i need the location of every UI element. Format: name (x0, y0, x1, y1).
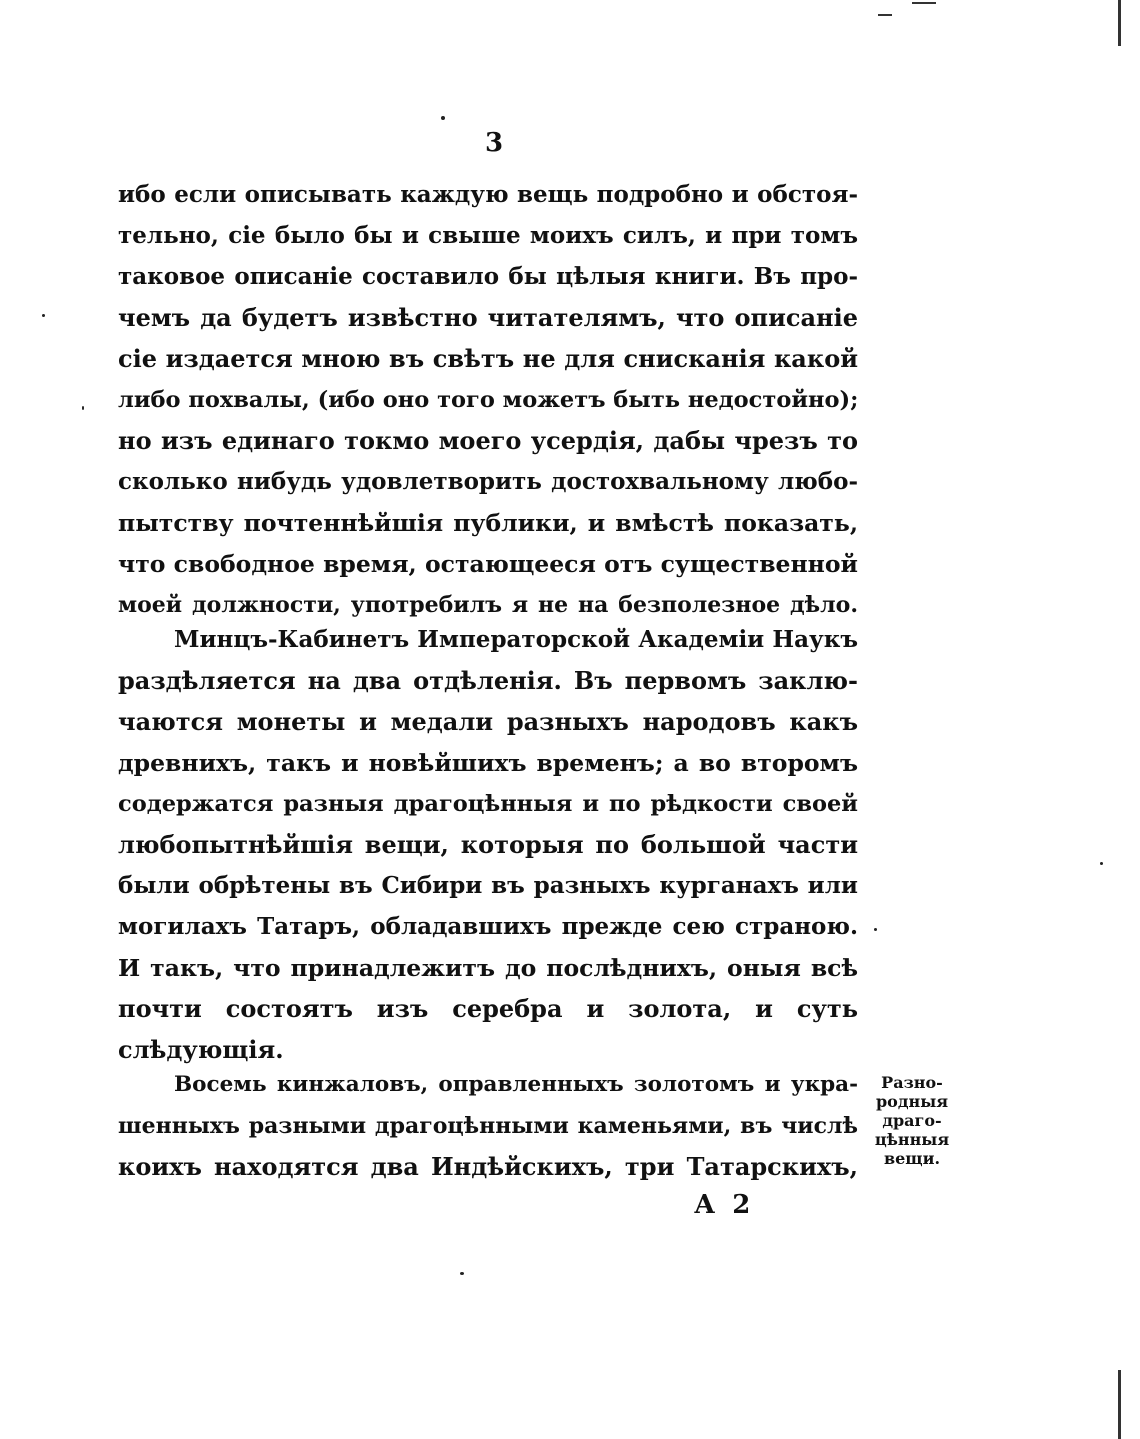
text-line: раздѣляется на два отдѣленія. Въ первомъ заклю- (118, 666, 858, 695)
text-line: тельно, сіе было бы и свыше моихъ силъ, и при томъ (118, 222, 858, 249)
scan-speck (42, 314, 45, 317)
text-line: моей должности, употребилъ я не на безполезное дѣло. (118, 592, 858, 618)
scan-speck (82, 406, 84, 410)
text-line: шенныхъ разными драгоцѣнными каменьями, въ числѣ (118, 1113, 858, 1139)
text-line: сіе издается мною въ свѣтъ не для снисканія какой (118, 344, 858, 373)
text-line: были обрѣтены въ Сибири въ разныхъ курганахъ или (118, 872, 858, 899)
text-line: древнихъ, такъ и новѣйшихъ временъ; а во второмъ (118, 749, 858, 777)
scan-edge-mark (1118, 1370, 1121, 1439)
text-line: но изъ единаго токмо моего усердія, дабы чрезъ то (118, 426, 858, 455)
text-line: могилахъ Татаръ, обладавшихъ прежде сею страною. (118, 913, 858, 940)
signature-mark: А 2 (694, 1190, 755, 1220)
text-line: пытству почтеннѣйшія публики, и вмѣстѣ показать, (118, 509, 858, 537)
text-line: Восемь кинжаловъ, оправленныхъ золотомъ и укра- (174, 1072, 858, 1097)
text-line: либо похвалы, (ибо оно того можетъ быть недостойно); (118, 387, 859, 413)
margin-note-line: драго- (882, 1111, 942, 1130)
margin-note-line: вещи. (883, 1149, 941, 1168)
text-line: содержатся разныя драгоцѣнныя и по рѣдкости своей (118, 791, 858, 817)
scan-speck (874, 928, 877, 931)
text-line: любопытнѣйшія вещи, которыя по большой части (118, 830, 858, 859)
text-line: И такъ, что принадлежитъ до послѣднихъ, оныя всѣ (118, 954, 858, 982)
text-line: сколько нибудь удовлетворить достохвальному любо- (118, 468, 858, 495)
scan-speck (460, 1272, 464, 1275)
margin-note-line: родныя (875, 1092, 949, 1111)
text-line: слѣдующія. (118, 1035, 284, 1064)
text-line: таковое описаніе составило бы цѣлыя книги. Въ про- (118, 263, 858, 290)
margin-note-line: цѣнныя (874, 1130, 950, 1149)
scan-edge-mark (912, 2, 936, 4)
text-line: ибо если описывать каждую вещь подробно и обстоя- (118, 181, 858, 208)
scan-edge-mark (878, 14, 892, 16)
text-line: Минцъ-Кабинетъ Императорской Академіи Наукъ (174, 626, 858, 653)
scan-speck (1100, 862, 1103, 865)
margin-note (862, 1073, 962, 1168)
page-number: 3 (485, 128, 504, 158)
scan-speck (441, 116, 445, 120)
text-line: чаются монеты и медали разныхъ народовъ какъ (118, 707, 858, 736)
text-line: чемъ да будетъ извѣстно читателямъ, что описаніе (118, 303, 858, 332)
text-line: коихъ находятся два Индѣйскихъ, три Татарскихъ, (118, 1152, 858, 1181)
scan-edge-mark (1118, 0, 1121, 46)
text-line: что свободное время, остающееся отъ существенной (118, 550, 858, 578)
margin-note-line: Разно- (881, 1073, 943, 1092)
text-line: почти состоятъ изъ серебра и золота, и суть (118, 994, 858, 1023)
